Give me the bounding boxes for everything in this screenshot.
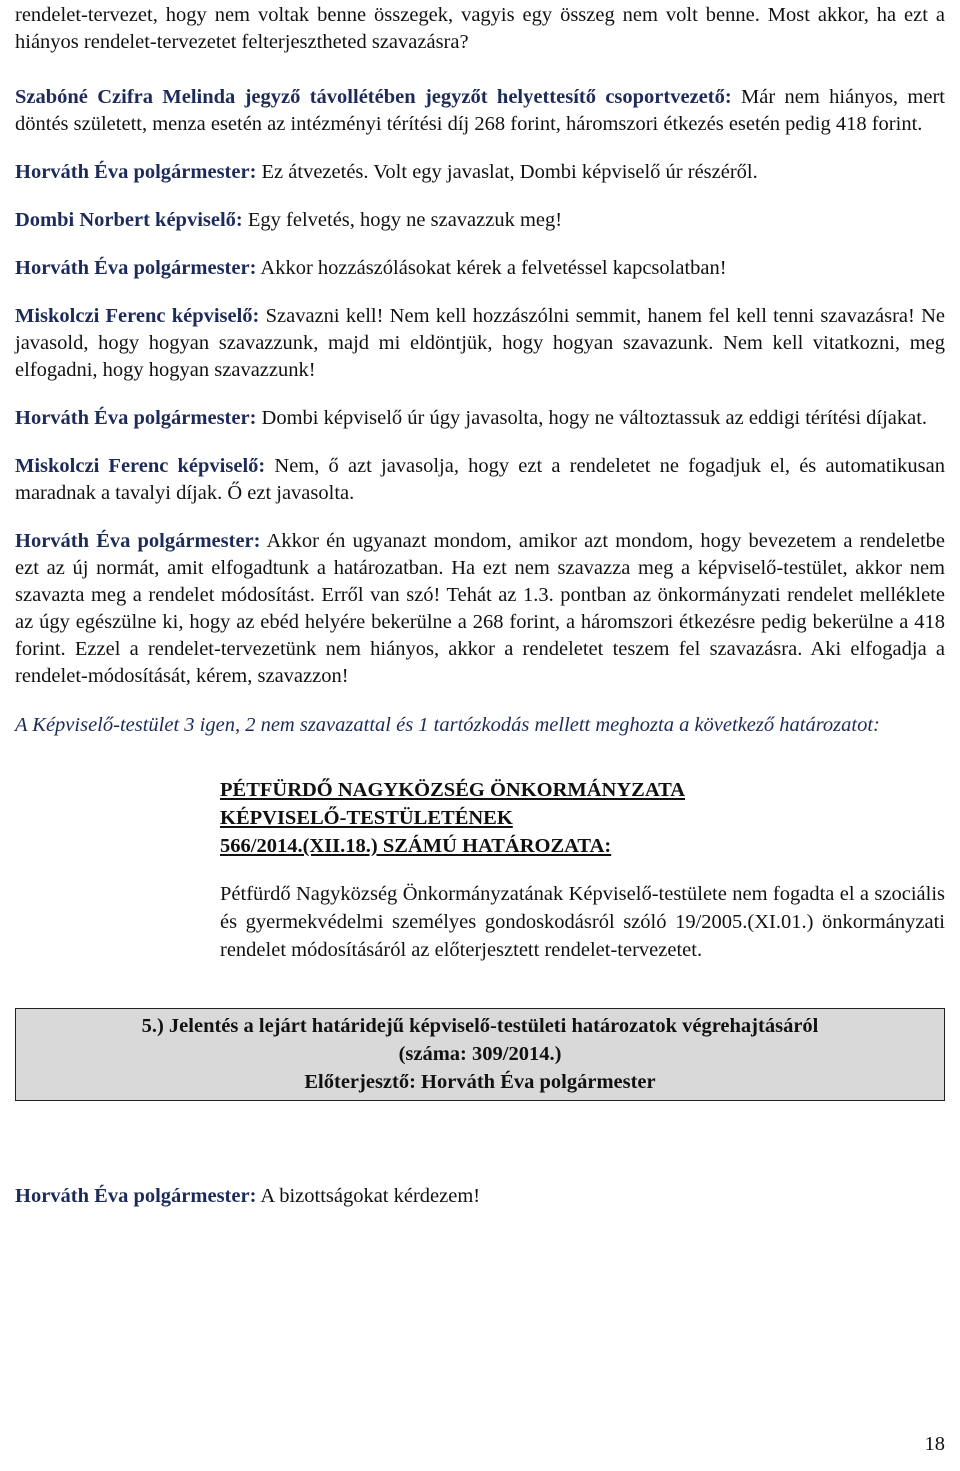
resolution-title-line-3: 566/2014.(XII.18.) SZÁMÚ HATÁROZATA:: [220, 835, 612, 857]
paragraph-dombi: [15, 207, 945, 234]
speech-text: Akkor hozzászólásokat kérek a felvetéssel kapcsolatban!: [256, 257, 727, 279]
paragraph-continuation: rendelet-tervezet, hogy nem voltak benne összegek, vagyis egy összeg nem volt benne. Most akkor, ha ezt a hiányos rendelet-tervezetet felterjesztheted szavazásra?: [15, 4, 945, 53]
speaker-label: Horváth Éva polgármester:: [15, 407, 257, 429]
speaker-label: Horváth Éva polgármester:: [15, 257, 257, 279]
speech-text: Ez átvezetés. Volt egy javaslat, Dombi képviselő úr részéről.: [256, 161, 758, 183]
paragraph-mayor-1: [15, 159, 945, 186]
paragraph-mayor-4: [15, 528, 945, 690]
speech-text: Szavazni kell! Nem kell hozzászólni semmit, hanem fel kell tenni szavazásra! Ne javasold, hogy hogyan szavazzunk, majd mi eldöntjük, hogy hogyan szavazunk. Nem kell vitatkozni, meg elfogadni, hogy hogyan szavazzunk!: [15, 305, 946, 381]
speech-text: A bizottságokat kérdezem!: [256, 1185, 481, 1207]
speech-text: Dombi képviselő úr úgy javasolta, hogy ne változtassuk az eddigi térítési díjakat.: [256, 407, 928, 429]
speaker-label: Horváth Éva polgármester:: [15, 1185, 257, 1207]
speaker-label: Miskolczi Ferenc képviselő:: [15, 455, 266, 477]
agenda-item-number: (száma: 309/2014.): [398, 1043, 562, 1065]
paragraph-deputy-notary: [15, 84, 945, 138]
paragraph-closing: [15, 1183, 945, 1210]
speaker-label: Horváth Éva polgármester:: [15, 161, 257, 183]
agenda-item-box: [15, 1008, 945, 1101]
paragraph-mayor-3: [15, 405, 945, 432]
speech-text: Egy felvetés, hogy ne szavazzuk meg!: [242, 209, 563, 231]
speaker-label: Dombi Norbert képviselő:: [15, 209, 243, 231]
speaker-label: Miskolczi Ferenc képviselő:: [15, 305, 260, 327]
resolution-text: Pétfürdő Nagyközség Önkormányzatának Képviselő-testülete nem fogadta el a szociális és gyermekvédelmi személyes gondoskodásról szóló 19/2005.(XI.01.) önkormányzati rendelet módosításáról az előterjesztett rendelet-tervezetet.: [220, 883, 945, 961]
page-number: 18: [924, 1433, 945, 1455]
paragraph-miskolczi-1: [15, 303, 945, 384]
paragraph-miskolczi-2: [15, 453, 945, 507]
agenda-item-title: 5.) Jelentés a lejárt határidejű képviselő-testületi határozatok végrehajtásáról: [141, 1015, 819, 1037]
resolution-title-line-2: KÉPVISELŐ-TESTÜLETÉNEK: [220, 807, 513, 829]
speaker-label: Szabóné Czifra Melinda jegyző távollétében jegyzőt helyettesítő csoportvezető:: [15, 86, 732, 108]
resolution-block: [220, 776, 945, 964]
speech-text: Nem, ő azt javasolja, hogy ezt a rendeletet ne fogadjuk el, és automatikusan maradnak a tavalyi díjak. Ő ezt javasolta.: [15, 455, 945, 504]
speech-text: Akkor én ugyanazt mondom, amikor azt mondom, hogy bevezetem a rendeletbe ezt az új normát, amit elfogadtunk a határozatban. Ha ezt nem szavazza meg a képviselő-testület, akkor nem szavazta meg a rendelet módosítást. Erről van szó! Tehát az 1.3. pontban az önkormányzati rendelet melléklete az úgy egészülne ki, hogy az ebéd helyére bekerülne a 268 forint, a háromszori étkezésre pedig bekerülne a 418 forint. Ezzel a rendelet-tervezetünk nem hiányos, akkor a rendeletet teszem fel szavazásra. Aki elfogadja a rendelet-módosítását, kérem, szavazzon!: [15, 530, 945, 687]
speech-text: Már nem hiányos, mert döntés született, menza esetén az intézményi térítési díj 268 forint, háromszori étkezés esetén pedig 418 forint.: [15, 86, 945, 135]
paragraph-mayor-2: [15, 255, 945, 282]
resolution-intro: A Képviselő-testület 3 igen, 2 nem szavazattal és 1 tartózkodás mellett meghozta a következő határozatot:: [15, 714, 880, 736]
agenda-item-presenter: Előterjesztő: Horváth Éva polgármester: [304, 1071, 656, 1093]
resolution-title-line-1: PÉTFÜRDŐ NAGYKÖZSÉG ÖNKORMÁNYZATA: [220, 779, 686, 801]
speaker-label: Horváth Éva polgármester:: [15, 530, 261, 552]
document-page: [15, 0, 945, 1210]
